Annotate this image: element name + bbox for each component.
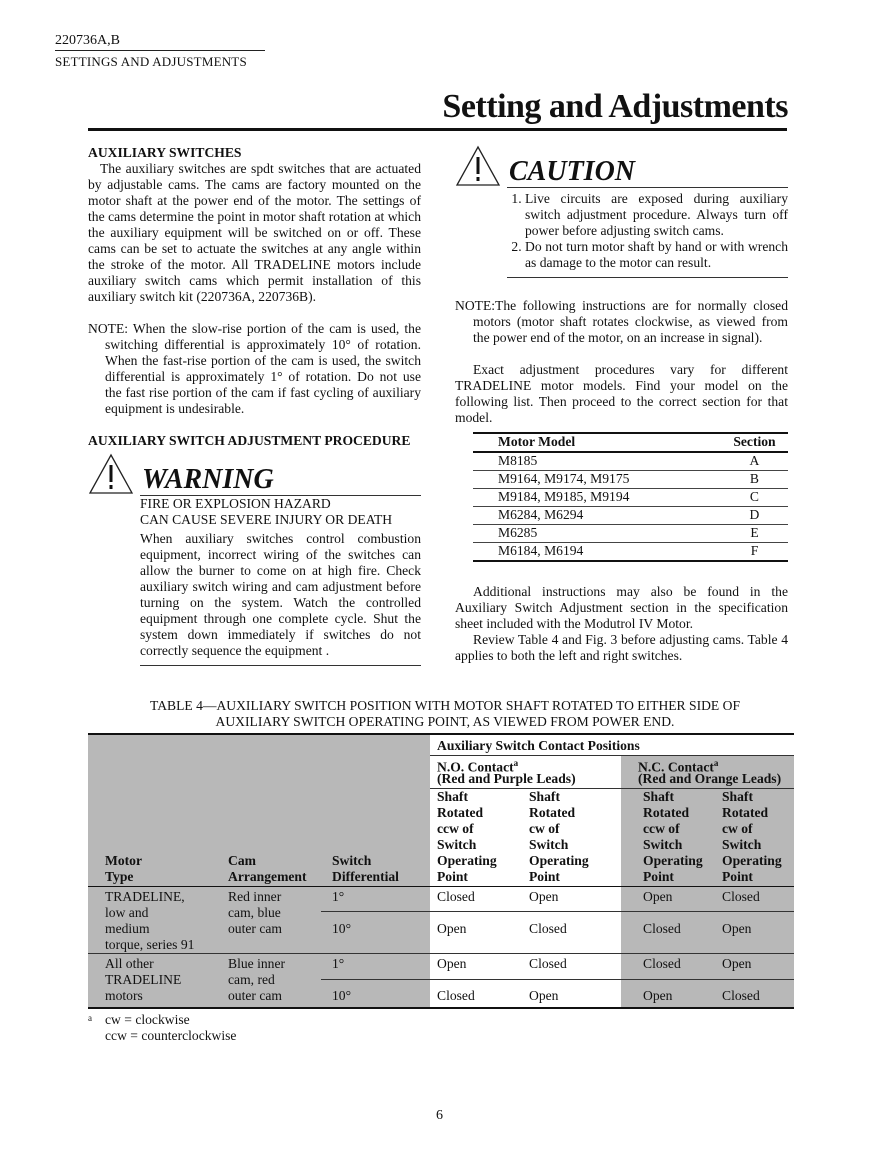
no-contact-leads: (Red and Purple Leads) [437,771,576,786]
switch-differential-header: Switch Differential [332,853,399,884]
motor-type-header: Motor Type [105,853,142,884]
left-column [88,145,421,666]
warning-word: WARNING [142,464,274,495]
table-row: M9184, M9185, M9194 C [473,489,788,507]
page-number: 6 [436,1108,443,1123]
table-row: M6284, M6294 D [473,507,788,525]
adjustment-procedure-heading: AUXILIARY SWITCH ADJUSTMENT PROCEDURE [88,433,411,448]
warning-hazard-line1: FIRE OR EXPLOSION HAZARD [140,496,331,511]
review-text: Review Table 4 and Fig. 3 before adjusting cams. Table 4 applies to both the left and right switches. [455,632,788,663]
warning-triangle-icon [88,453,134,495]
table-row: M6184, M6194 F [473,543,788,562]
warning-hazard-line2: CAN CAUSE SEVERE INJURY OR DEATH [140,512,393,527]
nc-cw-header: Shaft Rotated cw of Switch Operating Point [722,789,782,884]
motor-type-cell: TRADELINE, low and medium torque, series 91 [105,889,195,952]
section-label: SETTINGS AND ADJUSTMENTS [55,54,247,69]
header-rule [55,50,265,51]
table-row: M6285 E [473,525,788,543]
caution-triangle-icon [455,145,501,187]
caution-rule-top [507,187,788,188]
slow-rise-note: NOTE: When the slow-rise portion of the cam is used, the switching differential is approximately 10° of rotation. When the fast-rise portion of the cam is used, the switch differential is approximately 1° of rotation. Do not use the fast rise portion of the cam if fast cycling of auxiliary equipment is undesirable. [88,321,421,416]
no-cw-header: Shaft Rotated cw of Switch Operating Point [529,789,589,884]
caution-box [455,145,788,278]
aux-switches-body: The auxiliary switches are spdt switches that are actuated by adjustable cams. The cams are factory mounted on the motor shaft at the power end of the motor. The settings of the cams determine the point in motor shaft rotation at which the auxiliary equipment will be switched on or off. These cams can be set to actuate the switches at any angle within the stroke of the motor. All TRADELINE motors include auxiliary switch cams which permit installation of this auxiliary switch kit (220736A, 220736B). [88,161,421,304]
table4-footnote: a cw = clockwise ccw = counterclockwise [88,1012,237,1043]
document-code: 220736A,B [55,33,120,48]
cam-arrangement-cell: Blue inner cam, red outer cam [228,956,286,1003]
aux-switches-heading: AUXILIARY SWITCHES [88,145,242,160]
table-row: M9164, M9174, M9175 B [473,471,788,489]
right-column [455,145,788,664]
cam-arrangement-header: Cam Arrangement [228,853,307,884]
table4: Auxiliary Switch Contact Positions N.O. Contact$^a$ (Red and Purple Leads) N.C. Contact$^a$ (Red and Orange Leads) Motor Type Cam Arrangement Switch Differential Shaft Rotated ccw of Switch Operating Point Shaft Rotated cw of Switch Operating Point Shaft Rotated ccw of Switch Operating Point Shaft Rotated cw of Switch Operating Point TRADELINE, low and medium torque, series 91 Red inner cam, blue outer cam All other TRADELINE motors Blue inner cam, red outer cam 1° Closed Open Open Closed 10° Open Closed Closed Open 1° Open Closed Closed Open 10° Closed Open Open Closed [88,733,794,1009]
motor-model-table [473,432,788,562]
exact-procedure-text: Exact adjustment procedures vary for different TRADELINE motor models. Find your model on the following list. Then proceed to the correct section for that model. [455,362,788,425]
additional-instructions: Additional instructions may also be found in the Auxiliary Switch Adjustment section in the specification sheet included with the Modutrol IV Motor. [455,584,788,631]
caution-item: 1. Live circuits are exposed during auxiliary switch adjustment procedure. Always turn off power before adjusting switch cams. [525,191,788,239]
table-row: M8185 A [473,452,788,471]
cam-arrangement-cell: Red inner cam, blue outer cam [228,889,282,936]
section-col-header: Section [721,433,788,452]
nc-contact-header: N.C. Contact$^a$ [638,758,719,775]
warning-body: When auxiliary switches control combustion equipment, incorrect wiring of the switches can allow the burner to come on at high fire. Check auxiliary switch wiring and cam adjustment before turning on the system. Watch the controlled equipment through one complete cycle. Shut the system down immediately if switches do not correctly sequence the equipment . [140,531,421,658]
title-rule [88,128,787,131]
nc-ccw-header: Shaft Rotated ccw of Switch Operating Point [643,789,703,884]
caution-item: 2. Do not turn motor shaft by hand or with wrench as damage to the motor can result. [525,239,788,271]
model-col-header: Motor Model [473,433,721,452]
table4-caption: TABLE 4—AUXILIARY SWITCH POSITION WITH MOTOR SHAFT ROTATED TO EITHER SIDE OF AUXILIARY SWITCH OPERATING POINT, AS VIEWED FROM POWER END. [149,698,741,729]
page-title: Setting and Adjustments [442,88,788,125]
motor-type-cell: All other TRADELINE motors [105,956,182,1003]
nc-contact-leads: (Red and Orange Leads) [638,771,782,786]
caution-list [507,191,788,271]
warning-rule-bottom [140,665,421,666]
caution-word: CAUTION [509,156,636,187]
contact-positions-header: Auxiliary Switch Contact Positions [437,738,640,753]
no-contact-header: N.O. Contact$^a$ [437,758,519,775]
normally-closed-note: NOTE:The following instructions are for normally closed motors (motor shaft rotates clockwise, as viewed from the power end of the motor, on an increase in signal). [455,298,788,345]
no-ccw-header: Shaft Rotated ccw of Switch Operating Point [437,789,497,884]
warning-box [88,453,421,666]
